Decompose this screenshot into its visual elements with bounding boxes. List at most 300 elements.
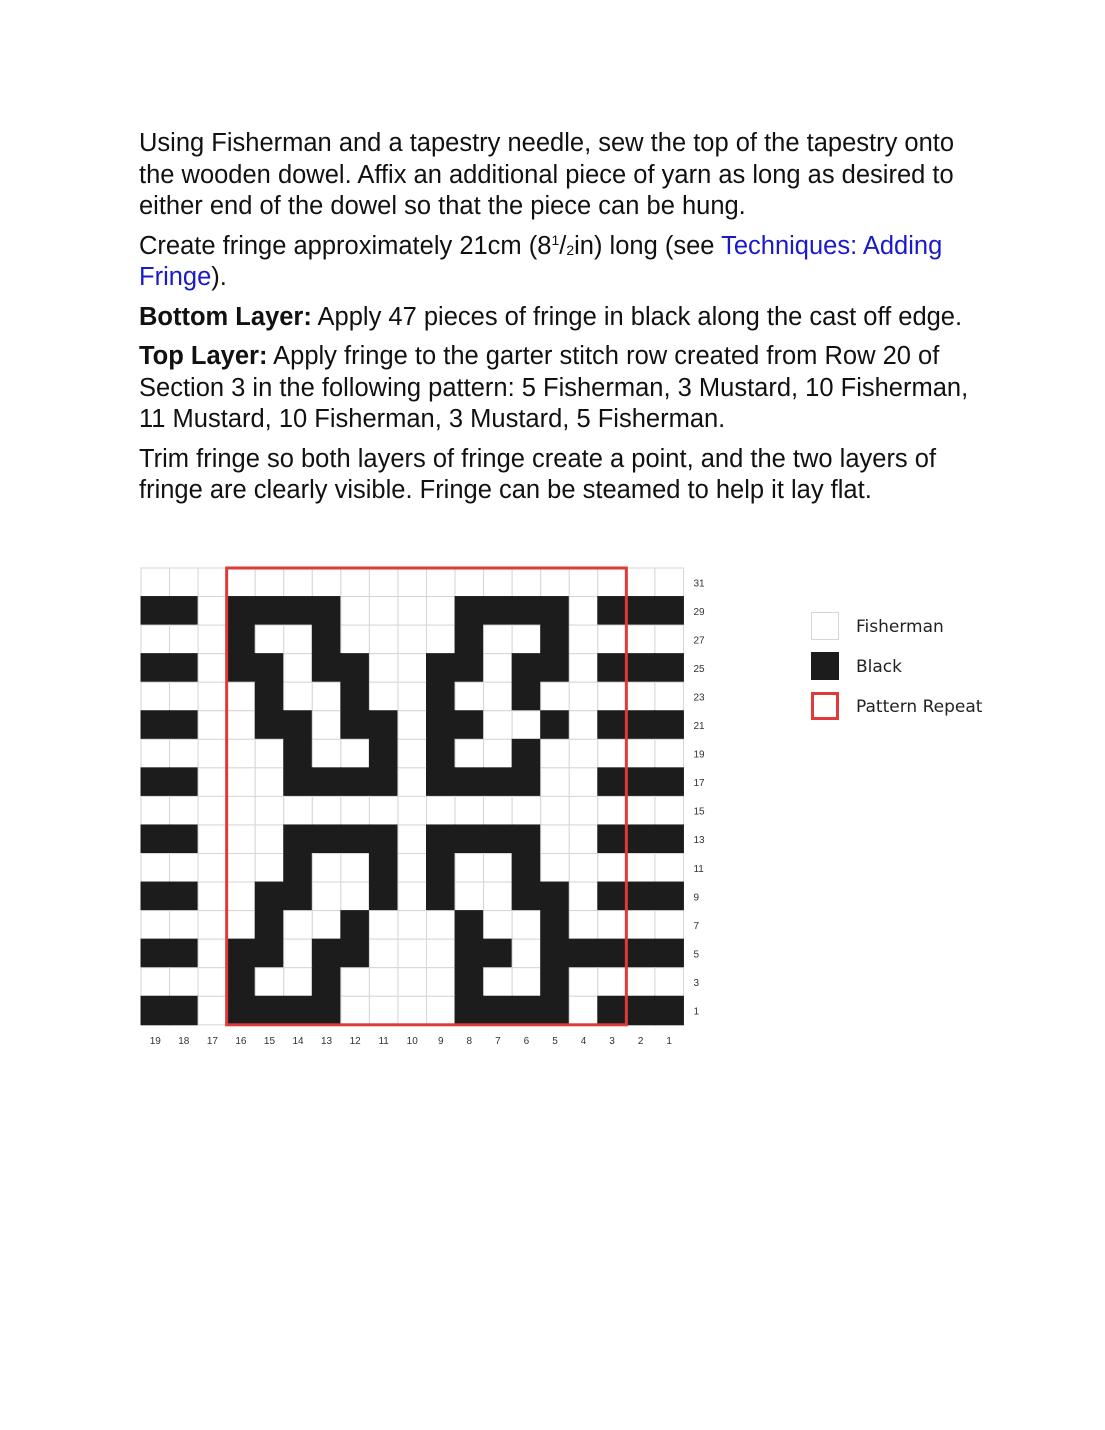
chart-cell-fisherman [398, 996, 427, 1025]
chart-cell-black [341, 825, 370, 854]
chart-cell-black [626, 597, 655, 626]
chart-cell-fisherman [569, 911, 598, 940]
chart-cell-fisherman [626, 854, 655, 883]
chart-cell-fisherman [626, 739, 655, 768]
chart-cell-fisherman [369, 625, 398, 654]
chart-cell-black [341, 768, 370, 797]
chart-cell-fisherman [284, 796, 313, 825]
chart-cell-fisherman [484, 796, 513, 825]
chart-cell-fisherman [655, 854, 684, 883]
chart-column-label: 5 [552, 1035, 558, 1047]
chart-cell-black [626, 654, 655, 683]
chart-cell-black [427, 654, 456, 683]
chart-cell-fisherman [369, 654, 398, 683]
chart-cell-black [541, 996, 570, 1025]
chart-cell-fisherman [398, 796, 427, 825]
chart-cell-fisherman [284, 654, 313, 683]
chart-cell-fisherman [284, 568, 313, 597]
chart-cell-fisherman [312, 911, 341, 940]
chart-cell-black [284, 996, 313, 1025]
chart-cell-black [484, 939, 513, 968]
legend-item-fisherman [811, 612, 1011, 642]
chart-cell-fisherman [569, 825, 598, 854]
chart-cell-fisherman [398, 882, 427, 911]
legend-item-black [811, 652, 1011, 682]
chart-cell-fisherman [455, 796, 484, 825]
chart-cell-black [141, 768, 170, 797]
chart-cell-black [512, 739, 541, 768]
chart-cell-black [170, 939, 199, 968]
chart-cell-fisherman [655, 682, 684, 711]
legend-label-pattern-repeat: Pattern Repeat [856, 697, 983, 717]
chart-cell-black [284, 739, 313, 768]
chart-cell-fisherman [170, 739, 199, 768]
chart-cell-fisherman [512, 796, 541, 825]
chart-row-label: 7 [693, 920, 700, 932]
paragraph-bottom-layer [139, 302, 969, 334]
chart-cell-fisherman [198, 796, 227, 825]
chart-column-label: 15 [263, 1035, 276, 1047]
chart-cell-black [284, 597, 313, 626]
chart-cell-fisherman [227, 882, 256, 911]
chart-cell-black [598, 825, 627, 854]
chart-cell-black [312, 625, 341, 654]
chart-cell-black [655, 597, 684, 626]
chart-cell-black [655, 825, 684, 854]
chart-cell-fisherman [427, 597, 456, 626]
chart-column-label: 3 [609, 1035, 615, 1047]
chart-cell-fisherman [369, 911, 398, 940]
top-layer-label: Top Layer: [139, 342, 268, 370]
chart-cell-black [284, 854, 313, 883]
chart-cell-fisherman [484, 882, 513, 911]
chart-cell-fisherman [569, 739, 598, 768]
chart-cell-fisherman [569, 768, 598, 797]
chart-cell-fisherman [427, 625, 456, 654]
chart-cell-fisherman [198, 682, 227, 711]
chart-cell-fisherman [398, 682, 427, 711]
chart-row-label: 21 [693, 721, 705, 733]
chart-cell-fisherman [626, 968, 655, 997]
chart-cell-fisherman [598, 568, 627, 597]
chart-column-label: 8 [466, 1035, 473, 1047]
chart-cell-fisherman [170, 968, 199, 997]
chart-cell-black [598, 768, 627, 797]
chart-cell-fisherman [198, 711, 227, 740]
chart-cell-fisherman [655, 568, 684, 597]
chart-cell-black [369, 768, 398, 797]
chart-cell-black [455, 625, 484, 654]
chart-column-label: 16 [235, 1035, 247, 1047]
chart-cell-black [655, 711, 684, 740]
chart-cell-black [341, 682, 370, 711]
chart-cell-fisherman [369, 682, 398, 711]
chart-cell-fisherman [341, 882, 370, 911]
chart-cell-fisherman [312, 739, 341, 768]
chart-cell-black [655, 939, 684, 968]
chart-cell-black [227, 625, 256, 654]
chart-cell-black [512, 597, 541, 626]
chart-cell-fisherman [227, 739, 256, 768]
chart-column-label: 6 [523, 1035, 530, 1047]
chart-cell-black [170, 882, 199, 911]
chart-cell-black [255, 882, 284, 911]
chart-cell-black [541, 625, 570, 654]
chart-cell-fisherman [598, 739, 627, 768]
techniques-link[interactable]: Techniques: Adding Fringe [139, 231, 943, 291]
chart-cell-fisherman [141, 911, 170, 940]
chart-cell-fisherman [198, 996, 227, 1025]
chart-cell-black [512, 996, 541, 1025]
chart-row-label: 23 [693, 692, 705, 704]
chart-cell-fisherman [170, 568, 199, 597]
chart-cell-fisherman [569, 996, 598, 1025]
chart-cell-fisherman [141, 568, 170, 597]
chart-cell-black [141, 996, 170, 1025]
chart-column-label: 2 [637, 1035, 644, 1047]
chart-cell-black [598, 654, 627, 683]
fraction-slash: / [559, 231, 567, 260]
chart-cell-black [141, 882, 170, 911]
chart-cell-black [427, 682, 456, 711]
bottom-layer-text: Apply 47 pieces of fringe in black along the cast off edge. [311, 302, 963, 331]
chart-cell-fisherman [484, 654, 513, 683]
chart-cell-black [455, 711, 484, 740]
chart-cell-fisherman [198, 739, 227, 768]
chart-cell-black [427, 882, 456, 911]
chart-cell-fisherman [569, 597, 598, 626]
chart-cell-fisherman [284, 939, 313, 968]
chart-cell-fisherman [341, 625, 370, 654]
chart-column-label: 7 [495, 1035, 501, 1047]
chart-cell-black [341, 911, 370, 940]
chart-cell-black [312, 825, 341, 854]
chart-column-label: 11 [378, 1035, 389, 1047]
chart-row-label: 11 [693, 863, 704, 875]
chart-cell-fisherman [312, 682, 341, 711]
chart-cell-black [312, 968, 341, 997]
chart-cell-fisherman [598, 968, 627, 997]
chart-cell-fisherman [227, 768, 256, 797]
chart-cell-black [541, 939, 570, 968]
chart-cell-black [227, 968, 256, 997]
chart-cell-fisherman [569, 711, 598, 740]
chart-cell-fisherman [512, 711, 541, 740]
chart-cell-black [284, 825, 313, 854]
chart-cell-fisherman [341, 996, 370, 1025]
chart-cell-fisherman [170, 854, 199, 883]
chart-cell-fisherman [170, 625, 199, 654]
chart-cell-fisherman [398, 654, 427, 683]
paragraph-top-layer [139, 341, 969, 436]
chart-cell-fisherman [427, 996, 456, 1025]
chart-cell-fisherman [455, 682, 484, 711]
chart-cell-fisherman [255, 625, 284, 654]
chart-cell-fisherman [569, 654, 598, 683]
chart-cell-black [312, 996, 341, 1025]
chart-cell-black [369, 854, 398, 883]
chart-cell-fisherman [227, 825, 256, 854]
chart-cell-black [284, 768, 313, 797]
chart-cell-fisherman [369, 996, 398, 1025]
chart-cell-fisherman [512, 625, 541, 654]
legend-label-black: Black [856, 657, 902, 677]
chart-cell-fisherman [369, 939, 398, 968]
chart-svg [130, 560, 710, 1050]
chart-cell-fisherman [427, 568, 456, 597]
chart-column-label: 4 [580, 1035, 587, 1047]
legend-label-fisherman: Fisherman [856, 617, 944, 637]
chart-cell-fisherman [255, 854, 284, 883]
chart-cell-fisherman [427, 939, 456, 968]
chart-cell-black [227, 597, 256, 626]
chart-cell-black [569, 939, 598, 968]
chart-cell-black [626, 882, 655, 911]
chart-cell-fisherman [569, 682, 598, 711]
chart-cell-black [255, 654, 284, 683]
chart-cell-fisherman [141, 796, 170, 825]
chart-cell-fisherman [369, 597, 398, 626]
chart-cell-black [170, 996, 199, 1025]
chart-cell-black [541, 968, 570, 997]
fringe-length-text-end: ). [211, 263, 227, 291]
chart-cell-fisherman [398, 968, 427, 997]
chart-cell-fisherman [369, 796, 398, 825]
chart-cell-black [312, 654, 341, 683]
chart-cell-fisherman [227, 711, 256, 740]
chart-cell-black [427, 768, 456, 797]
chart-cell-fisherman [569, 625, 598, 654]
chart-cell-fisherman [541, 854, 570, 883]
chart-cell-fisherman [484, 968, 513, 997]
chart-cell-fisherman [198, 768, 227, 797]
chart-cell-fisherman [227, 911, 256, 940]
chart-cell-fisherman [198, 568, 227, 597]
chart-cell-fisherman [341, 968, 370, 997]
chart-row-label: 25 [693, 663, 705, 675]
chart-cell-fisherman [255, 968, 284, 997]
chart-cell-fisherman [170, 911, 199, 940]
chart-cell-black [655, 996, 684, 1025]
chart-cell-fisherman [598, 682, 627, 711]
chart-cell-black [170, 825, 199, 854]
chart-cell-black [541, 597, 570, 626]
chart-cell-black [369, 882, 398, 911]
chart-cell-fisherman [312, 711, 341, 740]
chart-cell-fisherman [398, 568, 427, 597]
chart-column-label: 17 [206, 1035, 218, 1047]
chart-cell-black [541, 711, 570, 740]
chart-cell-fisherman [569, 968, 598, 997]
chart-cell-fisherman [341, 568, 370, 597]
chart-cell-black [626, 825, 655, 854]
chart-cell-black [455, 768, 484, 797]
chart-cell-fisherman [655, 796, 684, 825]
chart-cell-black [626, 711, 655, 740]
chart-cell-black [227, 996, 256, 1025]
chart-cell-fisherman [427, 911, 456, 940]
chart-cell-black [255, 911, 284, 940]
chart-cell-fisherman [369, 968, 398, 997]
chart-cell-black [170, 768, 199, 797]
chart-cell-black [455, 996, 484, 1025]
chart-cell-black [598, 597, 627, 626]
chart-cell-fisherman [284, 625, 313, 654]
chart-cell-fisherman [541, 568, 570, 597]
chart-cell-black [655, 768, 684, 797]
chart-cell-fisherman [141, 739, 170, 768]
chart-column-label: 14 [292, 1035, 304, 1047]
chart-cell-fisherman [455, 882, 484, 911]
chart-cell-fisherman [341, 796, 370, 825]
chart-cell-fisherman [484, 625, 513, 654]
chart-cell-fisherman [141, 968, 170, 997]
chart-cell-fisherman [398, 768, 427, 797]
colorwork-chart [130, 560, 710, 1050]
chart-cell-black [541, 654, 570, 683]
paragraph-trim: Trim fringe so both layers of fringe create a point, and the two layers of fringe are clearly visible. Fringe can be steamed to help it lay flat. [139, 444, 937, 504]
chart-cell-fisherman [626, 796, 655, 825]
chart-cell-fisherman [198, 825, 227, 854]
chart-cell-fisherman [398, 911, 427, 940]
chart-cell-black [255, 597, 284, 626]
chart-row-label: 27 [693, 635, 705, 647]
chart-cell-fisherman [284, 968, 313, 997]
chart-cell-fisherman [227, 568, 256, 597]
chart-cell-fisherman [312, 796, 341, 825]
chart-cell-black [455, 825, 484, 854]
instructions [139, 128, 969, 515]
chart-cell-black [427, 854, 456, 883]
chart-cell-fisherman [626, 682, 655, 711]
chart-cell-black [369, 825, 398, 854]
chart-cell-black [141, 654, 170, 683]
chart-row-label: 13 [693, 835, 705, 847]
chart-cell-fisherman [655, 968, 684, 997]
chart-cell-fisherman [312, 568, 341, 597]
chart-cell-fisherman [170, 796, 199, 825]
chart-cell-fisherman [284, 682, 313, 711]
chart-cell-fisherman [398, 711, 427, 740]
chart-cell-black [455, 911, 484, 940]
chart-cell-fisherman [227, 854, 256, 883]
chart-cell-fisherman [626, 625, 655, 654]
chart-cell-fisherman [398, 597, 427, 626]
bottom-layer-label: Bottom Layer: [139, 302, 312, 331]
fraction-numerator: 1 [551, 231, 560, 248]
chart-cell-black [341, 711, 370, 740]
chart-cell-black [227, 654, 256, 683]
chart-cell-fisherman [398, 854, 427, 883]
chart-cell-black [484, 597, 513, 626]
chart-cell-black [255, 939, 284, 968]
chart-cell-fisherman [198, 654, 227, 683]
chart-row-label: 3 [693, 977, 700, 989]
chart-cell-black [626, 768, 655, 797]
chart-cell-black [512, 682, 541, 711]
chart-cell-black [455, 968, 484, 997]
chart-cell-fisherman [341, 597, 370, 626]
chart-cell-black [141, 597, 170, 626]
chart-cell-fisherman [398, 825, 427, 854]
chart-cell-fisherman [598, 625, 627, 654]
chart-cell-black [312, 939, 341, 968]
chart-cell-fisherman [141, 682, 170, 711]
chart-cell-black [255, 682, 284, 711]
chart-cell-fisherman [198, 911, 227, 940]
chart-cell-fisherman [512, 911, 541, 940]
chart-cell-black [369, 739, 398, 768]
chart-cell-fisherman [512, 568, 541, 597]
chart-cell-fisherman [598, 796, 627, 825]
legend-item-pattern-repeat [811, 692, 1011, 722]
chart-cell-fisherman [512, 939, 541, 968]
chart-cell-black [141, 825, 170, 854]
chart-cell-fisherman [569, 568, 598, 597]
chart-cell-black [626, 939, 655, 968]
chart-cell-fisherman [598, 854, 627, 883]
chart-cell-fisherman [170, 682, 199, 711]
chart-column-label: 1 [666, 1035, 672, 1047]
chart-cell-fisherman [512, 968, 541, 997]
chart-cell-fisherman [227, 796, 256, 825]
chart-column-label: 12 [349, 1035, 361, 1047]
chart-cell-fisherman [141, 625, 170, 654]
chart-cell-fisherman [541, 682, 570, 711]
chart-cell-fisherman [541, 796, 570, 825]
paragraph-fringe-length [139, 231, 969, 294]
chart-cell-fisherman [284, 911, 313, 940]
chart-cell-fisherman [398, 739, 427, 768]
chart-cell-black [341, 939, 370, 968]
chart-cell-fisherman [484, 711, 513, 740]
chart-cell-fisherman [198, 939, 227, 968]
fringe-length-text-mid: in) long (see [574, 231, 722, 260]
chart-cell-black [455, 597, 484, 626]
chart-cell-fisherman [626, 911, 655, 940]
chart-cell-black [598, 882, 627, 911]
pattern-repeat-swatch [811, 692, 839, 720]
chart-cell-fisherman [569, 854, 598, 883]
chart-column-label: 18 [178, 1035, 190, 1047]
chart-cell-fisherman [255, 739, 284, 768]
chart-row-label: 29 [693, 606, 705, 618]
chart-cell-fisherman [655, 911, 684, 940]
chart-cell-black [170, 654, 199, 683]
chart-cell-black [312, 768, 341, 797]
chart-cell-fisherman [398, 625, 427, 654]
chart-cell-black [512, 654, 541, 683]
chart-cell-black [284, 711, 313, 740]
chart-cell-black [598, 996, 627, 1025]
chart-cell-fisherman [198, 625, 227, 654]
chart-cell-black [541, 911, 570, 940]
chart-column-label: 10 [406, 1035, 418, 1047]
chart-column-label: 13 [321, 1035, 333, 1047]
chart-cell-fisherman [484, 854, 513, 883]
chart-cell-fisherman [198, 882, 227, 911]
chart-cell-fisherman [484, 682, 513, 711]
paragraph-dowel: Using Fisherman and a tapestry needle, sew the top of the tapestry onto the wooden dowel. Affix an additional piece of yarn as long as desired to either end of the dowel so that the piece can be hung. [139, 129, 955, 220]
chart-cell-fisherman [141, 854, 170, 883]
chart-cell-black [512, 768, 541, 797]
chart-cell-fisherman [484, 568, 513, 597]
chart-cell-black [369, 711, 398, 740]
chart-cell-black [284, 882, 313, 911]
chart-cell-black [427, 739, 456, 768]
chart-cell-black [484, 768, 513, 797]
chart-cell-fisherman [312, 882, 341, 911]
